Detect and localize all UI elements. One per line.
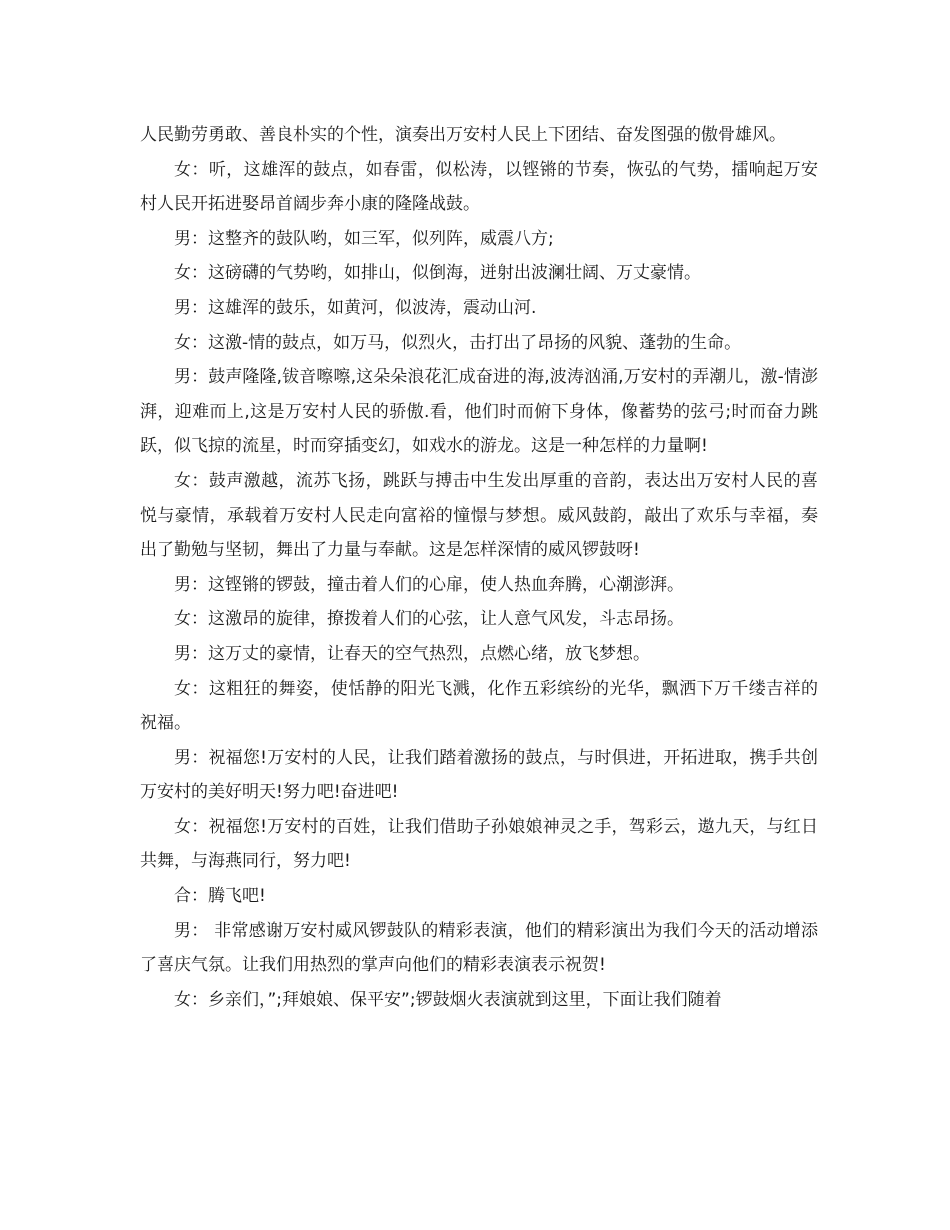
paragraph-female-momentum: 女：这磅礴的气势哟，如排山，似倒海，迸射出波澜壮阔、万丈豪情。 (174, 263, 701, 284)
paragraph-male-blessing: 男：祝福您!万安村的人民，让我们踏着激扬的鼓点，与时俱进，开拓进取，携手共创万安村的美好明天!努力吧!奋进吧! (140, 747, 818, 803)
paragraph-male-drum-team: 男：这整齐的鼓队哟，如三军，似列阵，威震八方; (174, 228, 554, 249)
paragraph-female-closing: 女：乡亲们，”;拜娘娘、保平安”;锣鼓烟火表演就到这里，下面让我们随着 (174, 989, 722, 1010)
paragraph-female-blessing: 女：祝福您!万安村的百姓，让我们借助子孙娘娘神灵之手，驾彩云，遨九天，与红日共舞，与海燕同行，努力吧! (140, 816, 818, 872)
paragraph-male-drum-sound: 男：鼓声隆隆,钹音嚓嚓,这朵朵浪花汇成奋进的海,波涛汹涌,万安村的弄潮儿，激-情澎湃，迎难而上,这是万安村人民的骄傲.看，他们时而俯下身体，像蓄势的弦弓;时而奋力跳跃，似飞掠的流星，时而穿插变幻，如戏水的游龙。这是一种怎样的力量啊! (140, 367, 818, 457)
paragraph-female-melody: 女：这激昂的旋律，撩拨着人们的心弦，让人意气风发，斗志昂扬。 (174, 609, 684, 630)
document-body (140, 118, 818, 1017)
paragraph-together: 合：腾飞吧! (174, 886, 266, 907)
paragraph-male-drum-music: 男：这雄浑的鼓乐，如黄河，似波涛，震动山河. (174, 297, 537, 318)
paragraph-female-drum-intro: 女：听，这雄浑的鼓点，如春雷，似松涛，以铿锵的节奏，恢弘的气势，擂响起万安村人民开拓进娶昂首阔步奔小康的隆隆战鼓。 (140, 159, 818, 215)
paragraph-female-drum-voice: 女：鼓声激越，流苏飞扬，跳跃与搏击中生发出厚重的音韵，表达出万安村人民的喜悦与豪情，承载着万安村人民走向富裕的憧憬与梦想。威风鼓韵，敲出了欢乐与幸福，奏出了勤勉与坚韧，舞出了力量与奉献。这是怎样深情的威风锣鼓呀! (140, 470, 818, 561)
paragraph-female-drum-beat: 女：这激-情的鼓点，如万马，似烈火，击打出了昂扬的风貌、蓬勃的生命。 (174, 332, 742, 353)
paragraph-male-gongs: 男：这铿锵的锣鼓，撞击着人们的心扉，使人热血奔腾，心潮澎湃。 (174, 574, 684, 595)
paragraph-female-dance: 女：这粗狂的舞姿，使恬静的阳光飞溅，化作五彩缤纷的光华，飘洒下万千缕吉祥的祝福。 (140, 678, 818, 734)
paragraph-male-passion: 男：这万丈的豪情，让春天的空气热烈，点燃心绪，放飞梦想。 (174, 643, 650, 664)
paragraph-continuation: 人民勤劳勇敢、善良朴实的个性，演奏出万安村人民上下团结、奋发图强的傲骨雄风。 (140, 125, 786, 145)
paragraph-male-thanks: 男： 非常感谢万安村威风锣鼓队的精彩表演，他们的精彩演出为我们今天的活动增添了喜庆气氛。让我们用热烈的掌声向他们的精彩表演表示祝贺! (140, 920, 818, 976)
